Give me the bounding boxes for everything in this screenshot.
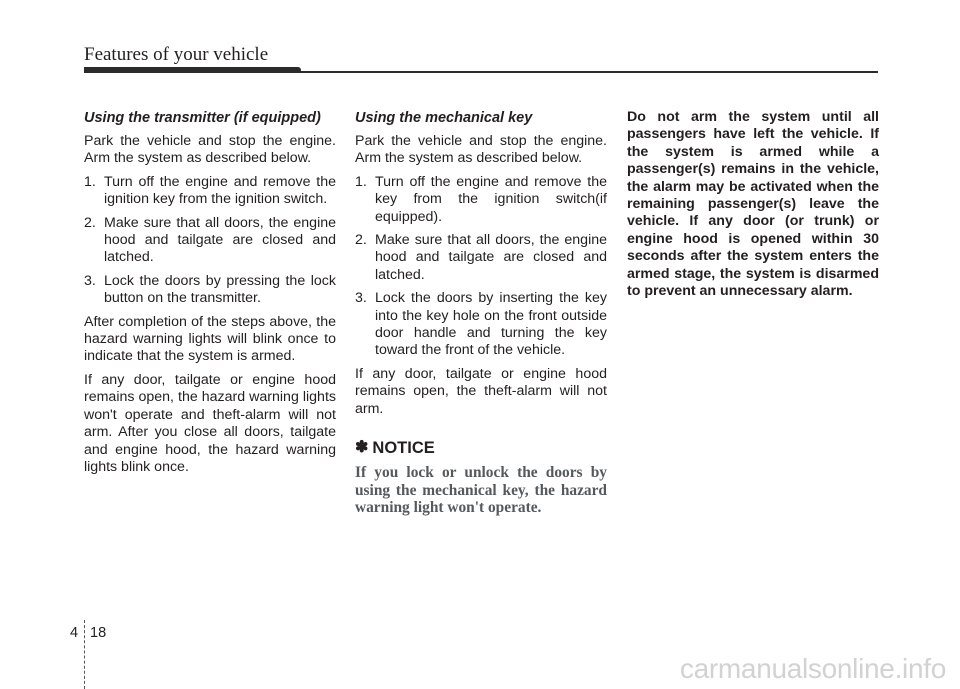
intro-paragraph: Park the vehicle and stop the engine. Arm the system as described below. <box>84 133 336 167</box>
warning-paragraph: Do not arm the system until all passengers have left the vehicle. If the system is armed while a passenger(s) remains in the vehicle, the alarm may be activated when the remaining passenger(s) leave the vehicle. If any door (or trunk) or engine hood is opened within 30 seconds after the system enters the armed stage, the system is disarmed to prevent an unnecessary alarm. <box>627 109 879 300</box>
column-warning <box>627 109 879 300</box>
header-title: Features of your vehicle <box>84 44 269 65</box>
list-item <box>355 290 607 360</box>
body-paragraph: If any door, tailgate or engine hood remains open, the hazard warning lights won't operate and theft-alarm will not arm. After you close all doors, tailgate and engine hood, the hazard warning lights blink once. <box>84 371 336 475</box>
step-number: 1. <box>84 173 96 190</box>
chapter-number: 4 <box>70 625 79 641</box>
step-number: 2. <box>355 232 367 249</box>
body-paragraph: After completion of the steps above, the hazard warning lights will blink once to indicate that the system is armed. <box>84 313 336 365</box>
section-heading: Using the mechanical key <box>355 110 533 126</box>
step-number: 2. <box>84 214 96 231</box>
list-item <box>355 174 607 226</box>
notice-heading-label: NOTICE <box>372 439 435 458</box>
step-text: Make sure that all doors, the engine hood and tailgate are closed and latched. <box>375 232 607 283</box>
step-text: Lock the doors by pressing the lock button on the transmitter. <box>104 272 336 307</box>
watermark: carmanualsonline.info <box>679 653 946 684</box>
notice-heading <box>355 438 607 458</box>
step-text: Lock the doors by inserting the key into the key hole on the front outside door handle and turning the key toward the front of the vehicle. <box>375 290 607 359</box>
list-item <box>355 232 607 284</box>
step-number: 1. <box>355 173 367 190</box>
notice-text: If you lock or unlock the doors by using the mechanical key, the hazard warning light won't operate. <box>355 464 607 517</box>
step-number: 3. <box>355 290 367 307</box>
step-text: Turn off the engine and remove the key from the ignition switch(if equipped). <box>375 173 607 225</box>
notice-star-icon: ✽ <box>355 439 369 457</box>
column-mechanical-key <box>355 109 607 517</box>
section-heading: Using the transmitter (if equipped) <box>84 110 321 126</box>
list-item <box>84 174 336 209</box>
steps-list <box>84 174 336 308</box>
header-rule-accent <box>84 67 301 73</box>
step-number: 3. <box>84 272 96 289</box>
steps-list <box>355 174 607 360</box>
footer-divider <box>84 620 85 689</box>
column-transmitter <box>84 109 336 482</box>
step-text: Turn off the engine and remove the ignition key from the ignition switch. <box>104 173 336 208</box>
step-text: Make sure that all doors, the engine hood and tailgate are closed and latched. <box>104 214 336 266</box>
list-item <box>84 273 336 308</box>
list-item <box>84 215 336 267</box>
body-paragraph: If any door, tailgate or engine hood remains open, the theft-alarm will not arm. <box>355 365 607 417</box>
intro-paragraph: Park the vehicle and stop the engine. Arm the system as described below. <box>355 133 607 167</box>
page-number: 18 <box>90 625 107 641</box>
